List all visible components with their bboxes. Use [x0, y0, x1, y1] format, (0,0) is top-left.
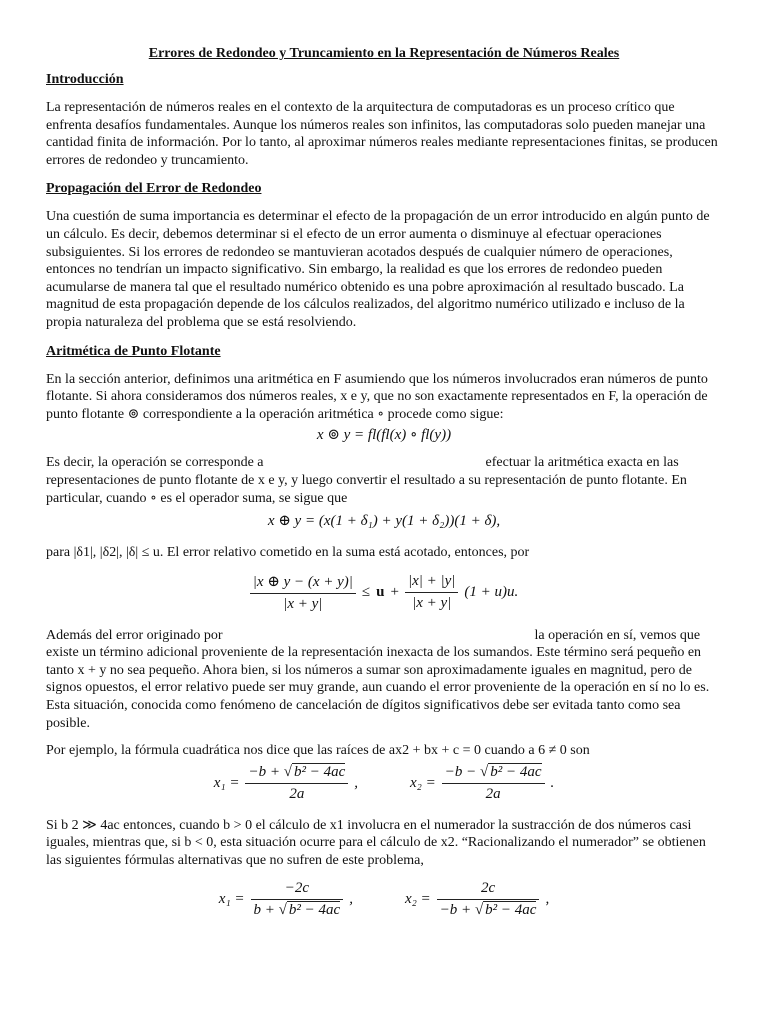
fraction-numerator — [245, 764, 348, 784]
document-page — [46, 46, 722, 931]
fraction-error — [250, 572, 356, 613]
fraction-denominator — [437, 900, 540, 919]
radicand: b² − 4ac — [288, 901, 341, 918]
denominator-prefix: −b + — [439, 901, 475, 918]
fraction-numerator — [442, 764, 545, 784]
equation-tail: (1 + u)u. — [464, 583, 519, 600]
paragraph-introduction: La representación de números reales en el contexto de la arquitectura de computadoras es un proceso crítico que enfrenta desafíos fundamentales. Aunque los números reales son infinitos, las computadoras solo pueden manejar una cantidad finita de información. Por lo tanto, al aproximar números reales mediante representaciones finitas, se producen errores de redondeo y truncamiento. — [46, 100, 718, 168]
numerator-prefix: −b + — [248, 763, 284, 780]
denominator-prefix: b + — [253, 901, 279, 918]
fraction-denominator — [251, 900, 344, 919]
section-propagation — [46, 181, 722, 331]
equation-quadratic — [46, 764, 722, 803]
equation-lhs: x₁ = — [213, 774, 240, 791]
sqrt-icon: √ — [480, 763, 489, 780]
document-title: Errores de Redondeo y Truncamiento en la Representación de Números Reales — [148, 46, 620, 61]
separator: , — [545, 890, 550, 907]
section-introduction — [46, 72, 722, 169]
fraction-numerator: |x| + |y| — [405, 573, 458, 593]
paragraph-floating-4b: la operación en sí, vemos que existe un término adicional proveniente de la representación inexacta de los sumandos. Este término será pequeño en tanto x + y no sea pequeño. Ahora bien, si los números a sumar son aproximadamente iguales en magnitud, pero de signos opuestos, el error relativo puede ser muy grande, aun cuando el error proveniente de la operación en sí no lo es. Esta situación, conocida como fenómeno de cancelación de dígitos significativos debe ser evitada tanto como sea posible. — [46, 627, 710, 731]
paragraph-floating-4a: Además del error originado por — [46, 627, 223, 643]
plus-sign: + — [390, 583, 399, 600]
fraction-alt-2 — [437, 880, 540, 919]
sqrt-icon: √ — [278, 901, 287, 918]
equation-float-op: x ⊚ y = fl(fl(x) ∘ fl(y)) — [316, 427, 452, 444]
equation-relative-error — [46, 572, 722, 613]
fraction-bound — [405, 573, 458, 612]
equation-lhs: x₂ = — [404, 890, 431, 907]
equation-lhs: x₁ = — [218, 890, 245, 907]
radicand: b² − 4ac — [293, 763, 346, 780]
paragraph-floating-1: En la sección anterior, definimos una aritmética en F asumiendo que los números involucrados eran números de punto flotante. Si ahora consideramos dos números reales, x e y, que no son exactamente representados en F, la operación de punto flotante ⊚ correspondiente a la operación aritmética ∘ procede como sigue: — [46, 371, 708, 422]
paragraph-floating-2b: efectuar la aritmética exacta en las representaciones de punto flotante de x e y, y luego convertir el resultado a su representación de punto flotante. En particular, cuando ∘ es el operador suma, se sigue que — [46, 455, 687, 506]
heading-floating-point: Aritmética de Punto Flotante — [46, 343, 221, 359]
fraction-denominator: 2a — [289, 785, 305, 802]
equation-lhs: x₂ = — [410, 774, 436, 791]
fraction-denominator: 2a — [485, 785, 501, 802]
heading-introduction: Introducción — [46, 72, 124, 87]
paragraph-floating-5: Por ejemplo, la fórmula cuadrática nos dice que las raíces de ax2 + bx + c = 0 cuando a 6 ≠ 0 son — [46, 743, 590, 759]
paragraph-floating-2 — [46, 454, 722, 507]
separator: . — [550, 774, 555, 791]
unit-roundoff: u — [376, 583, 385, 600]
fraction-denominator: |x + y| — [283, 595, 323, 612]
fraction-numerator: 2c — [437, 880, 540, 900]
paragraph-floating-3: para |δ1|, |δ2|, |δ| ≤ u. El error relativo cometido en la suma está acotado, entonces, por — [46, 545, 530, 561]
less-equal-sign: ≤ — [361, 583, 371, 600]
fraction-alt-1 — [251, 880, 344, 919]
heading-propagation: Propagación del Error de Redondeo — [46, 181, 262, 197]
fraction-root-1 — [245, 764, 348, 803]
fraction-numerator: |x ⊕ y − (x + y)| — [250, 572, 356, 594]
fraction-numerator: −2c — [251, 880, 344, 900]
section-floating-point — [46, 344, 722, 919]
equation-float-sum: x ⊕ y = (x(1 + δ₁) + y(1 + δ₂))(1 + δ), — [267, 513, 501, 530]
radicand: b² − 4ac — [485, 901, 537, 918]
sqrt-icon: √ — [283, 763, 292, 780]
paragraph-floating-2a: Es decir, la operación se corresponde a — [46, 455, 264, 471]
paragraph-floating-4 — [46, 627, 722, 733]
fraction-denominator: |x + y| — [412, 594, 452, 611]
separator: , — [354, 774, 358, 791]
sqrt-icon: √ — [474, 901, 484, 918]
paragraph-floating-6: Si b 2 ≫ 4ac entonces, cuando b > 0 el cálculo de x1 involucra en el numerador la sustracción de dos números casi iguales, mientras que, si b < 0, esta situación ocurre para el cálculo de x2. “Racionalizando el numerador” se obtienen las siguientes fórmulas alternativas que no sufren de este problema, — [46, 817, 706, 869]
radicand: b² − 4ac — [490, 763, 542, 780]
fraction-root-2 — [442, 764, 545, 803]
equation-alternative — [46, 880, 722, 919]
paragraph-propagation: Una cuestión de suma importancia es determinar el efecto de la propagación de un error introducido en algún punto de un cálculo. Es decir, debemos determinar si el efecto de un error aumenta o disminuye al efectuar operaciones subsiguientes. Si los errores de redondeo se mantuvieran acotados después de cualquier número de operaciones, entonces no tendrían un impacto significativo. Sin embargo, la realidad es que los errores de redondeo pueden acumularse de manera tal que el resultado numérico obtenido es una pobre aproximación al resultado buscado. La magnitud de esta propagación depende de los cálculos realizados, del algoritmo numérico utilizado e incluso de la propia naturaleza del problema que se está resolviendo. — [46, 209, 710, 330]
separator: , — [349, 890, 353, 907]
numerator-prefix: −b − — [444, 763, 480, 780]
